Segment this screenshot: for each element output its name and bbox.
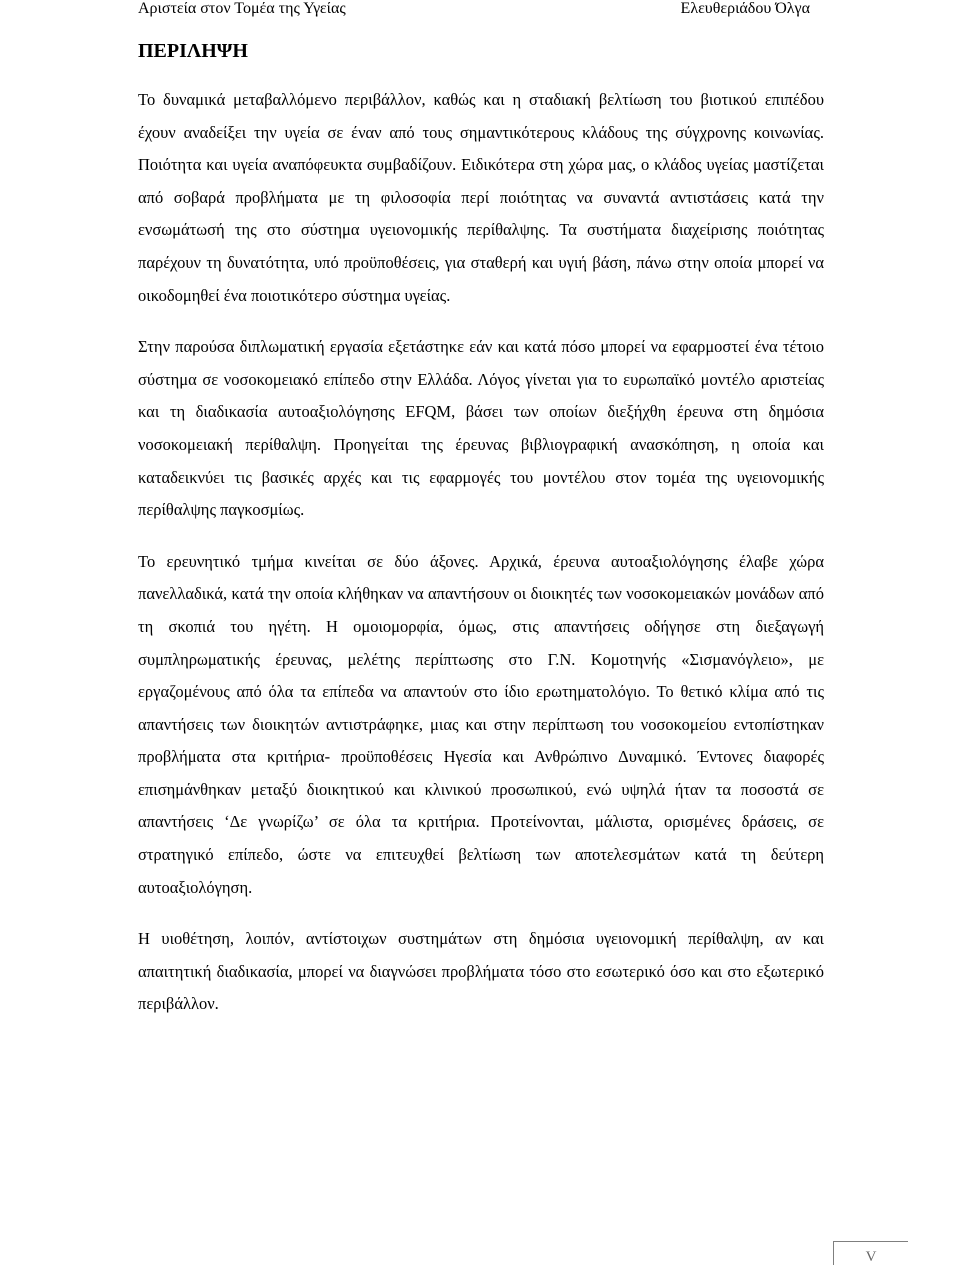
paragraph-2: Στην παρούσα διπλωματική εργασία εξετάστηκε εάν και κατά πόσο μπορεί να εφαρμοστεί ένα τέτοιο σύστημα σε νοσοκομειακό επίπεδο στην Ελλάδα. Λόγος γίνεται για το ευρωπαϊκό μοντέλο αριστείας και τη διαδικασία αυτοαξιολόγησης EFQM, βάσει των οποίων διεξήχθη έρευνα στη δημόσια νοσοκομειακή περίθαλψη. Προηγείται της έρευνας βιβλιογραφική ανασκόπηση, η οποία και καταδεικνύει τις βασικές αρχές και τις εφαρμογές του μοντέλου στον τομέα της υγειονομικής περίθαλψης παγκοσμίως.: [138, 337, 824, 520]
abstract-body: [138, 84, 824, 1040]
page-title: ΠΕΡΙΛΗΨΗ: [138, 40, 248, 62]
page-header: [138, 0, 810, 24]
paragraph-3: Το ερευνητικό τμήμα κινείται σε δύο άξονες. Αρχικά, έρευνα αυτοαξιολόγησης έλαβε χώρα πανελλαδικά, κατά την οποία κλήθηκαν να απαντήσουν οι διοικητές των νοσοκομειακών μονάδων από τη σκοπιά του ηγέτη. Η ομοιομορφία, όμως, στις απαντήσεις οδήγησε στη διεξαγωγή συμπληρωματικής έρευνας, μελέτης περίπτωσης στο Γ.Ν. Κομοτηνής «Σισμανόγλειο», με εργαζομένους από όλα τα επίπεδα να απαντούν στο ίδιο ερωτηματολόγιο. Το θετικό κλίμα από τις απαντήσεις των διοικητών αντιστράφηκε, μιας και στην περίπτωση του νοσοκομείου εντοπίστηκαν προβλήματα στα κριτήρια- προϋποθέσεις Ηγεσία και Ανθρώπινο Δυναμικό. Έντονες διαφορές επισημάνθηκαν μεταξύ διοικητικού και κλινικού προσωπικού, ενώ υψηλά ήταν τα ποσοστά σε απαντήσεις ‘Δε γνωρίζω’ σε όλα τα κριτήρια. Προτείνονται, μάλιστα, ορισμένες δράσεις, σε στρατηγικό επίπεδο, ώστε να επιτευχθεί βελτίωση των αποτελεσμάτων κατά τη δεύτερη αυτοαξιολόγηση.: [138, 551, 824, 897]
header-author: Ελευθεριάδου Όλγα: [680, 0, 810, 17]
page-number-label: V: [865, 1249, 877, 1265]
paragraph-1: Το δυναμικά μεταβαλλόμενο περιβάλλον, καθώς και η σταδιακή βελτίωση του βιοτικού επιπέδου έχουν αναδείξει την υγεία σε έναν από τους σημαντικότερους κλάδους της σύγχρονης κοινωνίας. Ποιότητα και υγεία αναπόφευκτα συμβαδίζουν. Ειδικότερα στη χώρα μας, ο κλάδος υγείας μαστίζεται από σοβαρά προβλήματα με τη φιλοσοφία περί ποιότητας να συναντά αντιστάσεις κατά την ενσωμάτωσή της στο σύστημα υγειονομικής περίθαλψης. Τα συστήματα διαχείρισης ποιότητας παρέχουν τη δυνατότητα, υπό προϋποθέσεις, για σταθερή και υγιή βάση, πάνω στην οποία μπορεί να οικοδομηθεί ένα ποιοτικότερο σύστημα υγείας.: [138, 90, 824, 305]
page-number: [833, 1241, 908, 1265]
header-left-text: Αριστεία στον Τομέα της Υγείας: [138, 0, 346, 17]
paragraph-4: Η υιοθέτηση, λοιπόν, αντίστοιχων συστημάτων στη δημόσια υγειονομική περίθαλψη, αν και απαιτητική διαδικασία, μπορεί να διαγνώσει προβλήματα τόσο στο εσωτερικό όσο και στο εξωτερικό περιβάλλον.: [138, 929, 824, 1014]
